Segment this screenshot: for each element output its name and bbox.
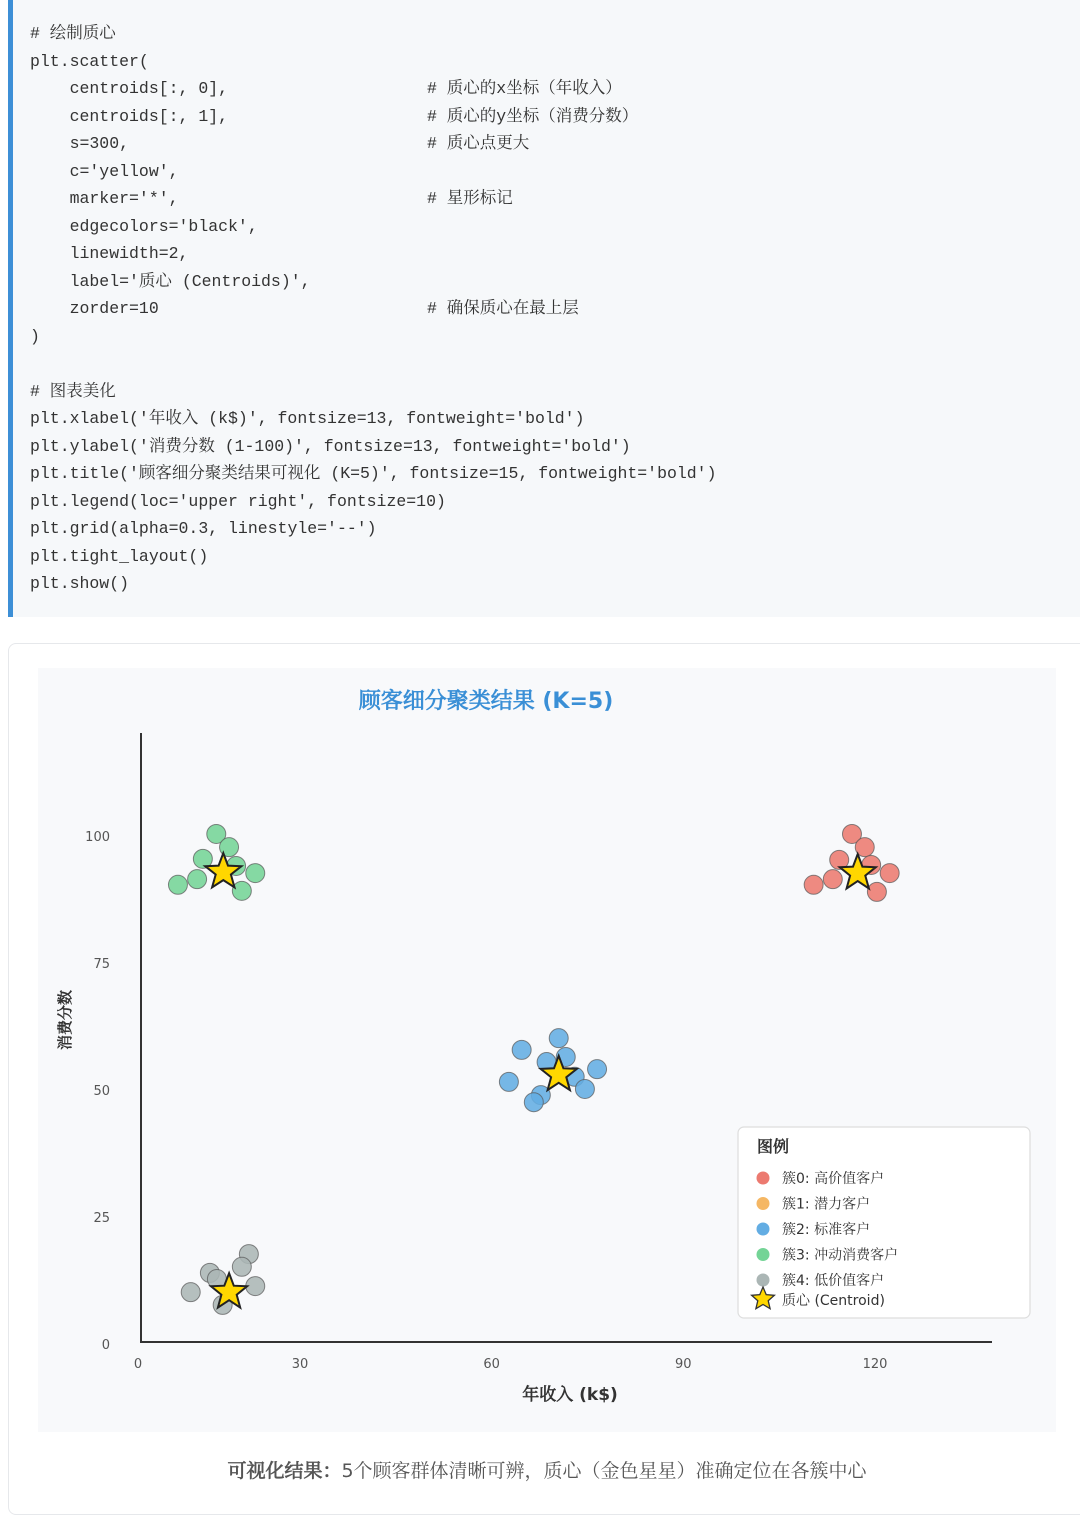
data-point xyxy=(499,1072,518,1091)
data-point xyxy=(880,864,899,883)
data-point xyxy=(181,1283,200,1302)
data-point xyxy=(232,881,251,900)
x-tick-label: 90 xyxy=(675,1357,692,1372)
y-tick-label: 50 xyxy=(93,1084,110,1099)
legend-label: 簇4: 低价值客户 xyxy=(782,1273,885,1289)
y-tick-label: 100 xyxy=(85,830,110,845)
x-tick-label: 120 xyxy=(862,1357,888,1372)
x-tick-label: 60 xyxy=(483,1357,500,1372)
x-axis-label: 年收入 (k$) xyxy=(522,1385,618,1405)
code-text: edgecolors='black', xyxy=(30,216,258,236)
code-text: plt.tight_layout() xyxy=(30,546,209,566)
code-text: zorder=10 xyxy=(30,299,159,318)
code-text: marker='*', xyxy=(30,189,179,208)
data-point xyxy=(168,875,187,894)
y-tick-label: 75 xyxy=(93,957,110,972)
y-axis-label: 消费分数 xyxy=(56,989,74,1051)
data-point xyxy=(588,1060,607,1079)
data-point xyxy=(867,882,886,901)
code-text: plt.ylabel('消费分数 (1-100)', fontsize=13, fontweight='bold') xyxy=(30,436,631,456)
legend-label: 质心 (Centroid) xyxy=(782,1293,885,1309)
code-text: plt.title('顾客细分聚类结果可视化 (K=5)', fontsize=15, fontweight='bold') xyxy=(30,464,717,483)
data-point xyxy=(823,870,842,889)
caption-text: 5个顾客群体清晰可辨，质心（金色星星）准确定位在各簇中心 xyxy=(341,1460,867,1482)
code-text: # 绘制质心 xyxy=(30,24,116,43)
data-point xyxy=(188,870,207,889)
legend-marker xyxy=(757,1223,770,1236)
data-point xyxy=(512,1040,531,1059)
code-text: centroids[:, 0], xyxy=(30,79,229,98)
legend-marker xyxy=(757,1197,770,1210)
legend-marker xyxy=(757,1172,770,1185)
data-point xyxy=(246,864,265,883)
legend-label: 簇3: 冲动消费客户 xyxy=(782,1247,899,1264)
x-tick-label: 0 xyxy=(133,1357,143,1372)
y-tick-label: 0 xyxy=(101,1338,110,1353)
code-comment: # 质心点更大 xyxy=(427,134,530,153)
code-text: s=300, xyxy=(30,134,130,153)
code-text: centroids[:, 1], xyxy=(30,106,229,126)
legend-title: 图例 xyxy=(757,1137,790,1156)
data-point xyxy=(232,1257,251,1276)
legend-label: 簇2: 标准客户 xyxy=(782,1222,871,1238)
code-comment: # 质心的y坐标（消费分数） xyxy=(427,106,639,126)
code-text: plt.legend(loc='upper right', fontsize=10) xyxy=(30,491,446,511)
data-point xyxy=(804,875,823,894)
code-comment: # 确保质心在最上层 xyxy=(427,299,579,318)
code-text: linewidth=2, xyxy=(30,244,189,263)
code-comment: # 质心的x坐标（年收入） xyxy=(427,79,622,98)
data-point xyxy=(524,1093,543,1112)
legend xyxy=(738,1127,1030,1318)
data-point xyxy=(575,1079,594,1098)
caption-bold: 可视化结果： xyxy=(227,1460,342,1482)
chart-caption xyxy=(0,1456,1080,1483)
code-text: plt.grid(alpha=0.3, linestyle='--') xyxy=(30,519,377,538)
code-text: c='yellow', xyxy=(30,161,179,181)
code-text: plt.xlabel('年收入 (k$)', fontsize=13, fontweight='bold') xyxy=(30,409,585,428)
data-point xyxy=(549,1029,568,1048)
legend-marker xyxy=(757,1248,770,1261)
legend-label: 簇1: 潜力客户 xyxy=(782,1196,871,1213)
code-comment: # 星形标记 xyxy=(427,189,513,208)
code-text: label='质心 (Centroids)', xyxy=(30,271,311,291)
code-text: plt.show() xyxy=(30,574,130,593)
y-tick-label: 25 xyxy=(93,1211,110,1226)
code-text: # 图表美化 xyxy=(30,381,116,401)
legend-marker xyxy=(757,1274,770,1287)
x-tick-label: 30 xyxy=(291,1357,309,1372)
chart-title: 顾客细分聚类结果 (K=5) xyxy=(358,689,614,714)
legend-label: 簇0: 高价值客户 xyxy=(782,1171,885,1187)
code-text: plt.scatter( xyxy=(30,51,149,71)
code-text: ) xyxy=(30,326,40,346)
